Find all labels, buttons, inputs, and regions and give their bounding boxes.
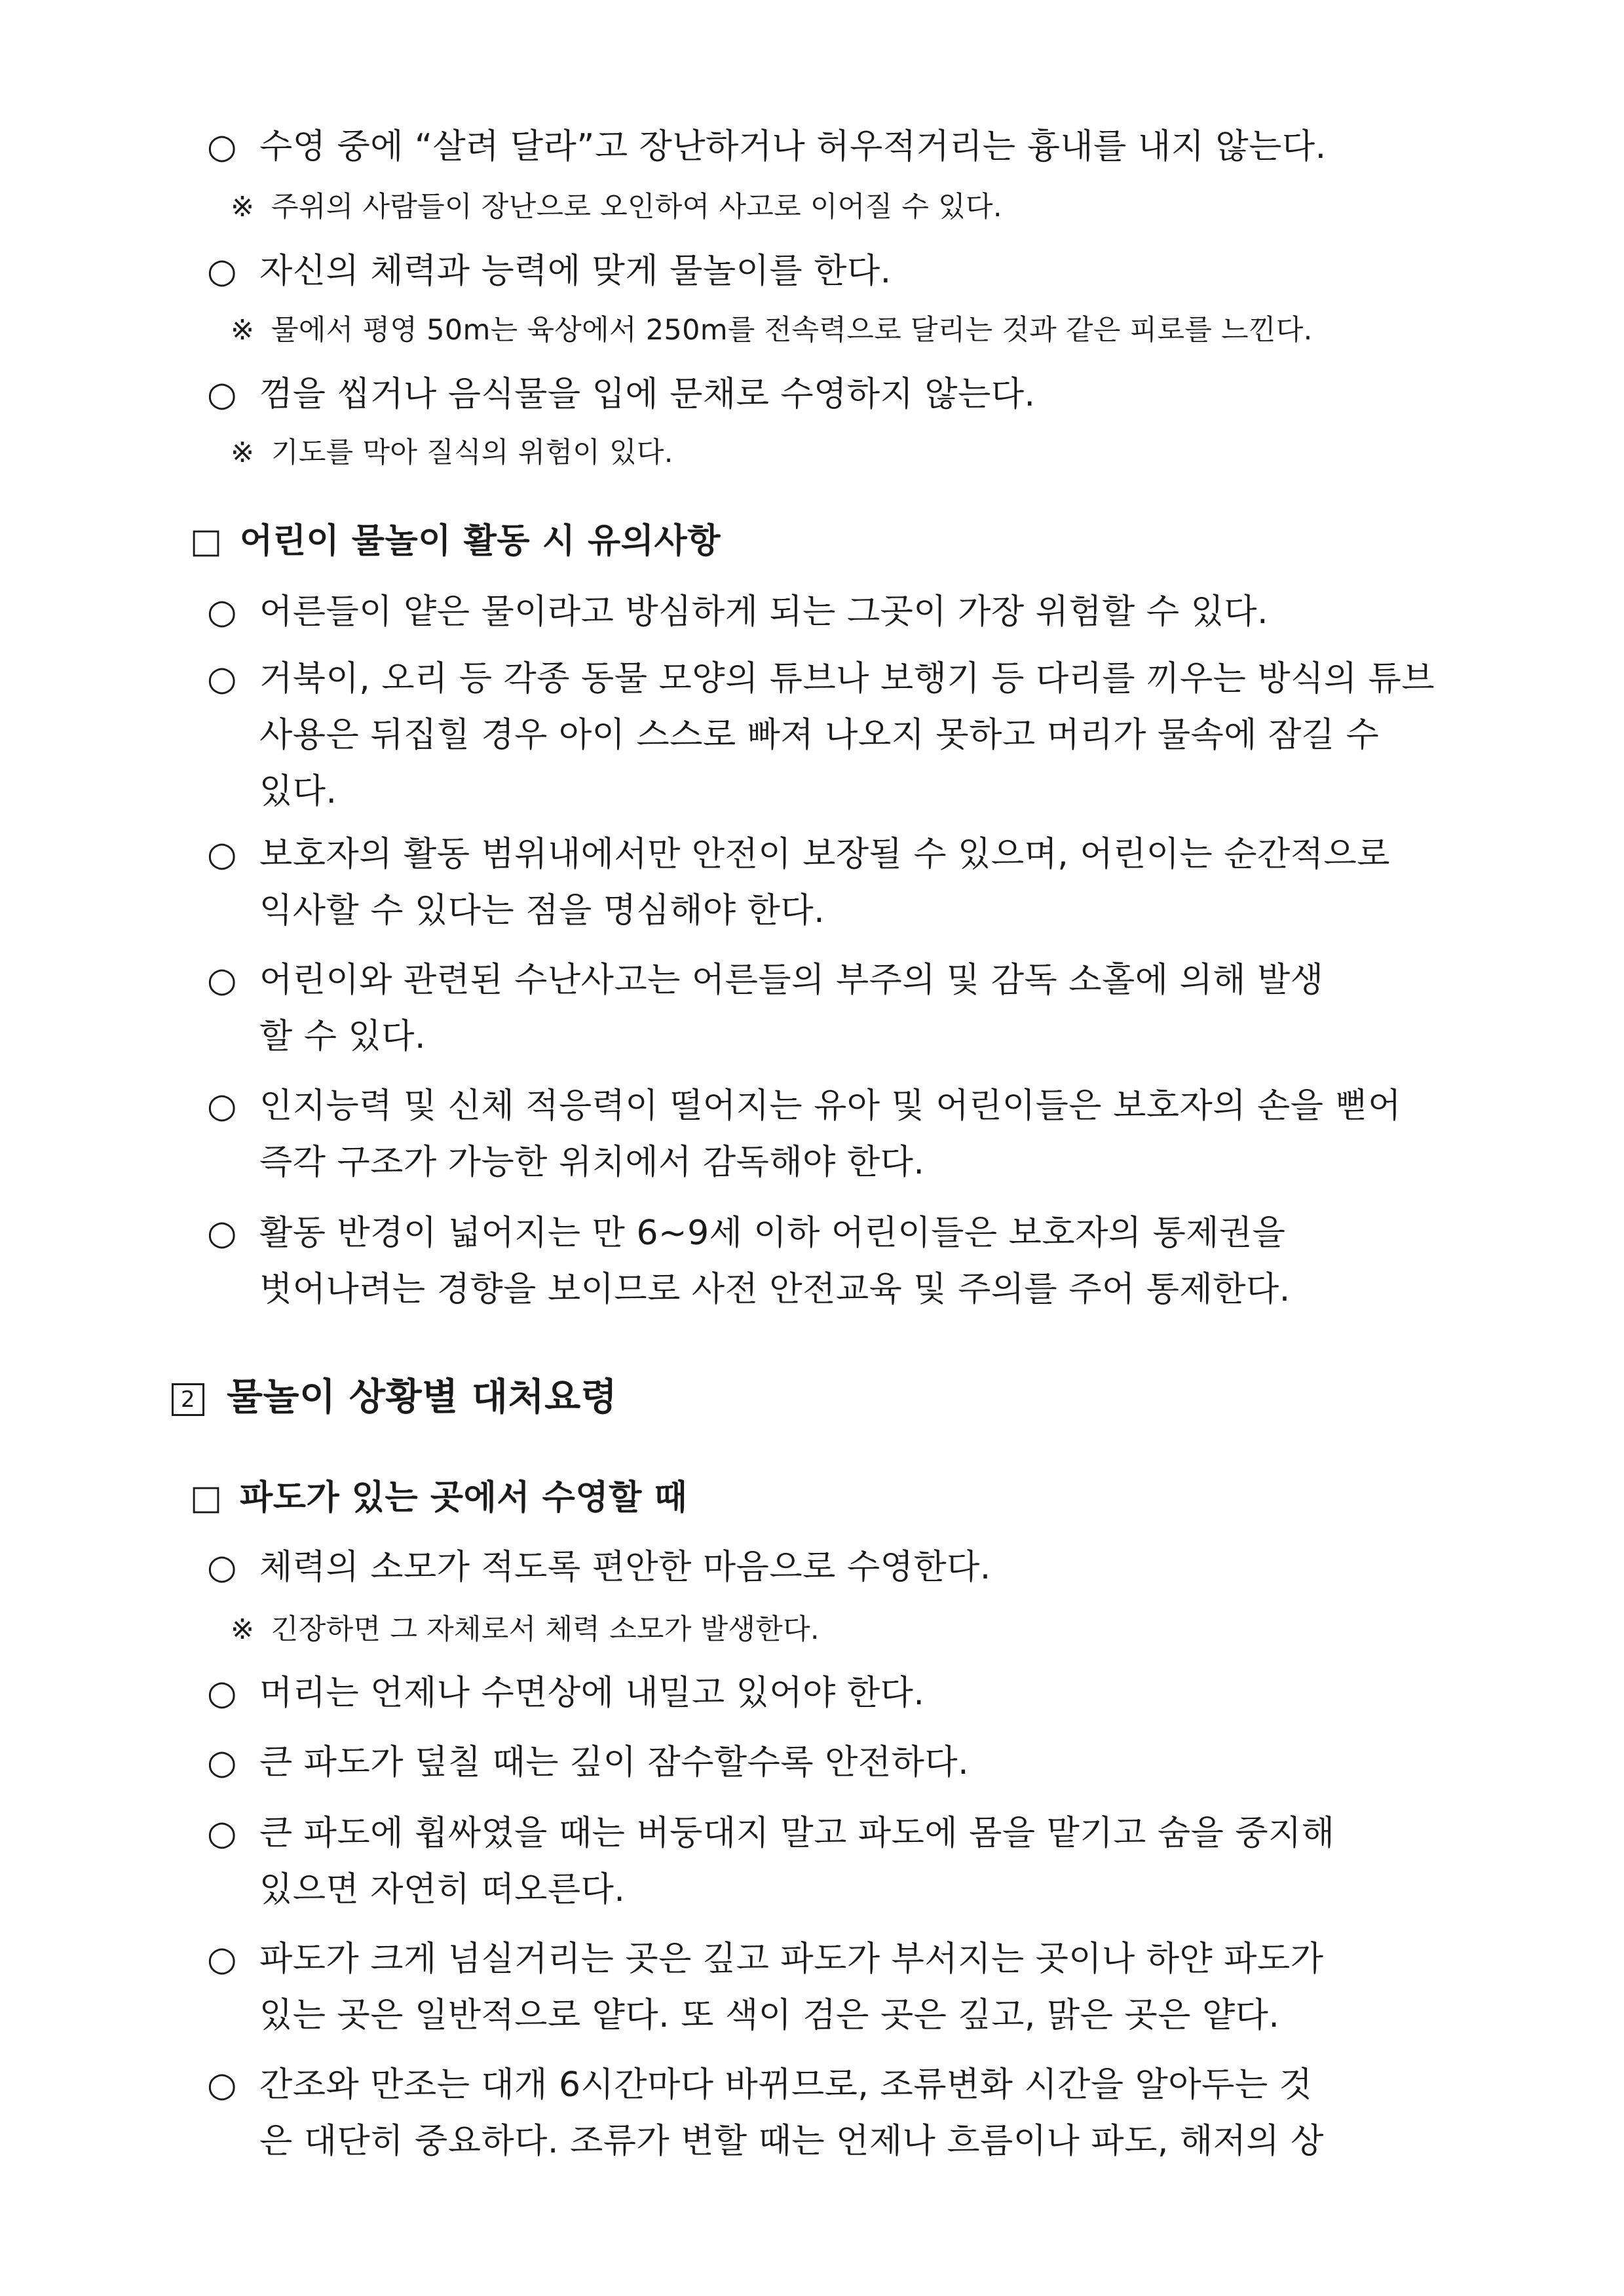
square-bullet-icon: □ — [190, 1478, 223, 1518]
item-text: 활동 반경이 넓어지는 만 6~9세 이하 어린이들은 보호자의 통제권을 — [259, 1214, 1286, 1253]
item-text: 체력의 소모가 적도록 편안한 마음으로 수영한다. — [259, 1548, 991, 1587]
note-text: 물에서 평영 50m는 육상에서 250m를 전속력으로 달리는 것과 같은 피로를 느낀다. — [271, 314, 1313, 347]
item-text: 껌을 씹거나 음식물을 입에 문채로 수영하지 않는다. — [259, 375, 1036, 414]
list-item — [207, 2065, 1313, 2105]
list-item — [207, 1674, 925, 1713]
note-mark-icon: ※ — [231, 436, 255, 469]
circle-bullet-icon: ○ — [207, 1674, 237, 1713]
item-continuation: 익사할 수 있다는 점을 명심해야 한다. — [259, 891, 825, 930]
note-text: 주위의 사람들이 장난으로 오인하여 사고로 이어질 수 있다. — [271, 191, 1002, 223]
circle-bullet-icon: ○ — [207, 1214, 237, 1253]
item-continuation: 있는 곳은 일반적으로 얕다. 또 색이 검은 곳은 깊고, 맑은 곳은 얕다. — [259, 1996, 1280, 2035]
circle-bullet-icon: ○ — [207, 1086, 237, 1126]
list-item — [207, 1548, 991, 1587]
circle-bullet-icon: ○ — [207, 592, 237, 632]
item-text: 어린이와 관련된 수난사고는 어른들의 부주의 및 감독 소홀에 의해 발생 — [259, 961, 1324, 1000]
subsection-heading — [190, 1478, 688, 1518]
note-text: 긴장하면 그 자체로서 체력 소모가 발생한다. — [271, 1613, 820, 1646]
circle-bullet-icon: ○ — [207, 2065, 237, 2105]
circle-bullet-icon: ○ — [207, 1548, 237, 1587]
circle-bullet-icon: ○ — [207, 1814, 237, 1853]
item-text: 인지능력 및 신체 적응력이 떨어지는 유아 및 어린이들은 보호자의 손을 뻗어 — [259, 1086, 1401, 1126]
item-text: 보호자의 활동 범위내에서만 안전이 보장될 수 있으며, 어린이는 순간적으로 — [259, 835, 1390, 874]
subsection-title: 어린이 물놀이 활동 시 유의사항 — [240, 522, 721, 561]
circle-bullet-icon: ○ — [207, 1743, 237, 1782]
circle-bullet-icon: ○ — [207, 961, 237, 1000]
item-continuation: 사용은 뒤집힐 경우 아이 스스로 빠져 나오지 못하고 머리가 물속에 잠길 수 — [259, 716, 1380, 755]
item-text: 파도가 크게 넘실거리는 곳은 깊고 파도가 부서지는 곳이나 하얀 파도가 — [259, 1940, 1324, 1979]
item-text: 어른들이 얕은 물이라고 방심하게 되는 그곳이 가장 위험할 수 있다. — [259, 592, 1269, 632]
list-item — [207, 375, 1036, 414]
item-text: 거북이, 오리 등 각종 동물 모양의 튜브나 보행기 등 다리를 끼우는 방식의 튜브 — [259, 659, 1435, 698]
item-continuation: 할 수 있다. — [259, 1017, 426, 1056]
list-item — [207, 127, 1327, 166]
note-item — [231, 193, 1002, 221]
list-item — [207, 835, 1390, 874]
item-text: 간조와 만조는 대개 6시간마다 바뀌므로, 조류변화 시간을 알아두는 것 — [259, 2065, 1313, 2105]
note-mark-icon: ※ — [231, 314, 255, 347]
list-item — [207, 961, 1324, 1000]
item-continuation: 벗어나려는 경향을 보이므로 사전 안전교육 및 주의를 주어 통제한다. — [259, 1270, 1291, 1309]
item-continuation: 즉각 구조가 가능한 위치에서 감독해야 한다. — [259, 1143, 925, 1182]
section-number-box: 2 — [172, 1383, 204, 1416]
subsection-heading — [190, 522, 721, 561]
circle-bullet-icon: ○ — [207, 659, 237, 698]
circle-bullet-icon: ○ — [207, 252, 237, 291]
item-continuation: 은 대단히 중요하다. 조류가 변할 때는 언제나 흐름이나 파도, 해저의 상 — [259, 2122, 1324, 2161]
list-item — [207, 1086, 1401, 1126]
list-item — [207, 659, 1435, 698]
note-mark-icon: ※ — [231, 191, 255, 223]
item-text: 자신의 체력과 능력에 맞게 물놀이를 한다. — [259, 252, 892, 291]
list-item — [207, 1743, 970, 1782]
item-continuation: 있다. — [259, 772, 337, 811]
item-text: 큰 파도가 덮칠 때는 깊이 잠수할수록 안전하다. — [259, 1743, 970, 1782]
circle-bullet-icon: ○ — [207, 835, 237, 874]
circle-bullet-icon: ○ — [207, 375, 237, 414]
subsection-title: 파도가 있는 곳에서 수영할 때 — [240, 1478, 688, 1518]
section-heading — [172, 1375, 618, 1419]
note-item — [231, 1613, 820, 1646]
list-item — [207, 1814, 1335, 1853]
circle-bullet-icon: ○ — [207, 1940, 237, 1979]
square-bullet-icon: □ — [190, 522, 223, 561]
note-text: 기도를 막아 질식의 위험이 있다. — [271, 436, 673, 469]
note-mark-icon: ※ — [231, 1613, 255, 1646]
item-text: 큰 파도에 휩싸였을 때는 버둥대지 말고 파도에 몸을 맡기고 숨을 중지해 — [259, 1814, 1335, 1853]
section-title: 물놀이 상황별 대처요령 — [227, 1375, 618, 1419]
list-item — [207, 1940, 1324, 1979]
list-item — [207, 1214, 1286, 1253]
note-item — [231, 316, 1313, 345]
note-item — [231, 436, 673, 469]
item-continuation: 있으면 자연히 떠오른다. — [259, 1870, 626, 1909]
list-item — [207, 592, 1269, 632]
item-text: 머리는 언제나 수면상에 내밀고 있어야 한다. — [259, 1674, 925, 1713]
list-item — [207, 252, 892, 291]
item-text: 수영 중에 “살려 달라”고 장난하거나 허우적거리는 흉내를 내지 않는다. — [259, 127, 1327, 166]
circle-bullet-icon: ○ — [207, 127, 237, 166]
